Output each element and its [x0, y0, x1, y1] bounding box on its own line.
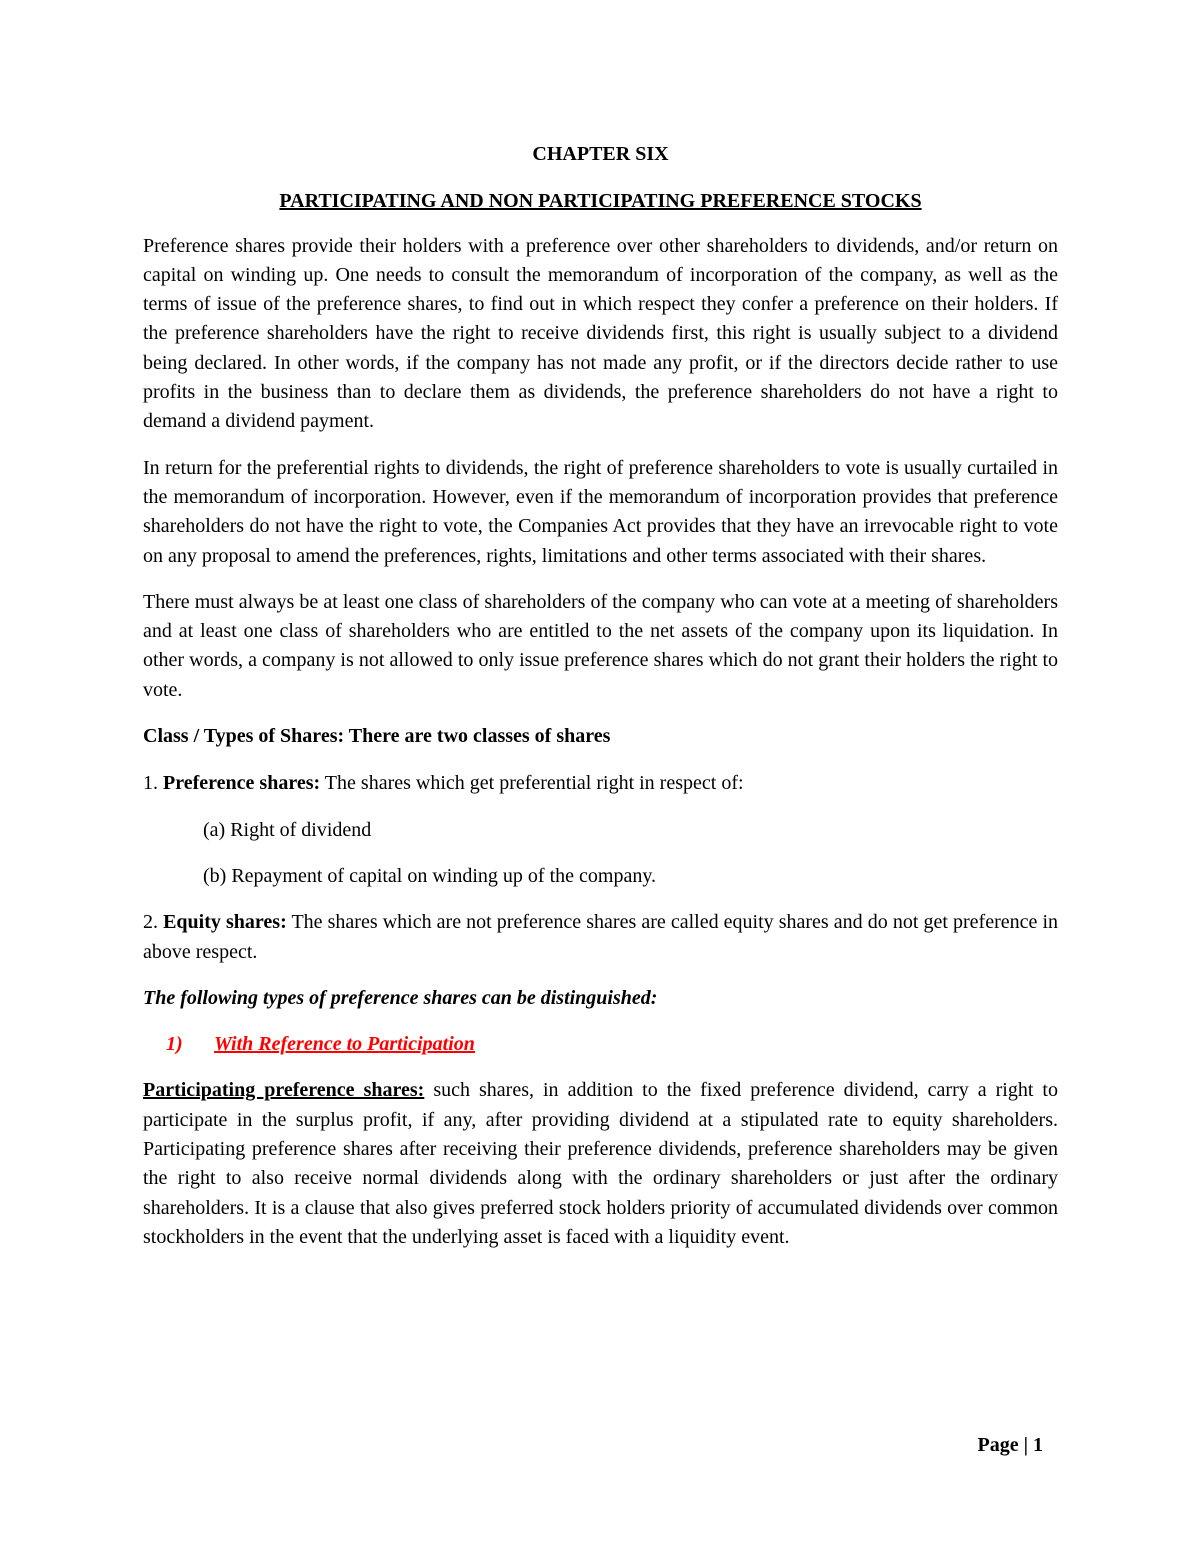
paragraph-participating — [143, 1076, 1058, 1252]
page-content — [143, 140, 1058, 1269]
page-number: Page | 1 — [977, 1434, 1043, 1456]
list-item-label: Preference shares: — [163, 772, 321, 795]
types-heading: The following types of preference shares can be distinguished: — [143, 986, 658, 1009]
paragraph-intro: Preference shares provide their holders with a preference over other shareholders to dividends, and/or return on capital on winding up. One needs to consult the memorandum of incorporation of the company, as well as the terms of issue of the preference shares, to find out in which respect they confer a preference on their holders. If the preference shareholders have the right to receive dividends first, this right is usually subject to a dividend being declared. In other words, if the company has not made any profit, or if the directors decide rather to use profits in the business than to declare them as dividends, the preference shareholders do not have a right to demand a dividend payment. — [143, 234, 1058, 433]
list-item-label: Equity shares: — [163, 911, 287, 934]
section-heading-participation — [166, 1030, 1058, 1059]
chapter-title: PARTICIPATING AND NON PARTICIPATING PREFERENCE STOCKS — [279, 190, 922, 213]
list-number: 2. — [143, 911, 164, 934]
chapter-heading: CHAPTER SIX — [532, 143, 669, 165]
list-item-text: The shares which get preferential right in respect of: — [320, 772, 744, 795]
term-participating: Participating preference shares: — [143, 1079, 425, 1102]
list-item-preference-shares — [143, 769, 1058, 798]
sub-item-repayment: (b) Repayment of capital on winding up of the company. — [203, 864, 657, 887]
class-types-heading: Class / Types of Shares: There are two classes of shares — [143, 725, 611, 748]
paragraph-voting-rights: In return for the preferential rights to dividends, the right of preference shareholders to vote is usually curtailed in the memorandum of incorporation. However, even if the memorandum of incorporation provides that preference shareholders do not have the right to vote, the Companies Act provides that they have an irrevocable right to vote on any proposal to amend the preferences, rights, limitations and other terms associated with their shares. — [143, 456, 1058, 567]
sub-item-dividend: (a) Right of dividend — [203, 818, 372, 841]
section-number: 1) — [166, 1033, 183, 1056]
section-title: With Reference to Participation — [214, 1033, 475, 1056]
list-number: 1. — [143, 772, 163, 795]
list-item-equity-shares — [143, 908, 1058, 967]
list-item-text: The shares which are not preference shares are called equity shares and do not get preference in above respect. — [143, 911, 1059, 963]
term-definition: such shares, in addition to the fixed preference dividend, carry a right to participate in the surplus profit, if any, after providing dividend at a stipulated rate to equity shareholders. Participating preference shares after receiving their preference dividends, preference shareholders may be given the right to also receive normal dividends along with the ordinary shareholders or just after the ordinary shareholders. It is a clause that also gives preferred stock holders priority of accumulated dividends over common stockholders in the event that the underlying asset is faced with a liquidity event. — [143, 1079, 1058, 1248]
paragraph-share-classes: There must always be at least one class of shareholders of the company who can vote at a meeting of shareholders and at least one class of shareholders who are entitled to the net assets of the company upon its liquidation. In other words, a company is not allowed to only issue preference shares which do not grant their holders the right to vote. — [143, 590, 1058, 701]
